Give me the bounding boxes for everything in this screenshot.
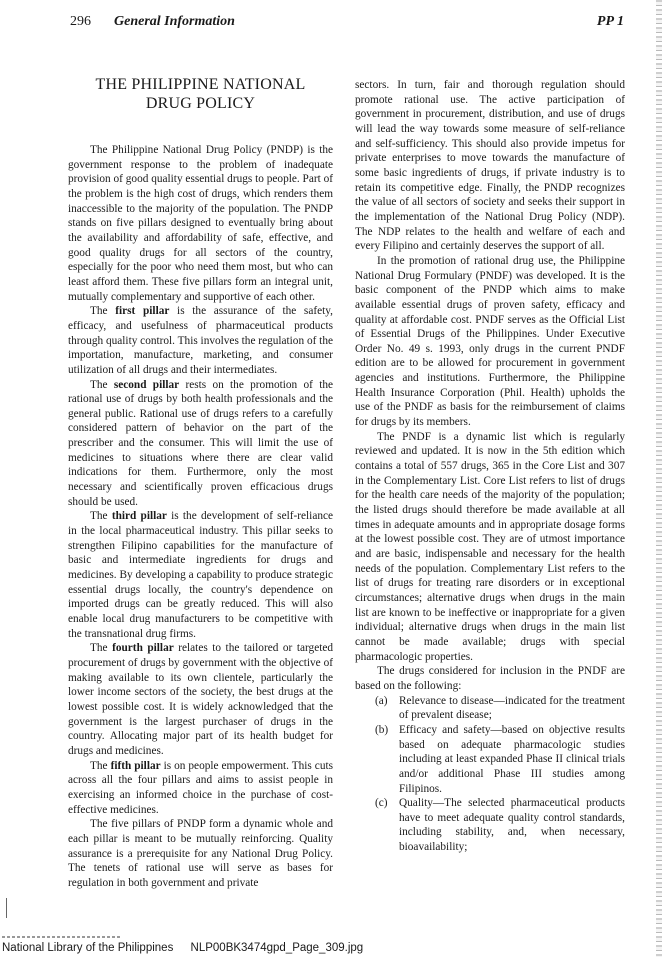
pndf-dynamic-paragraph: The PNDF is a dynamic list which is regularly reviewed and updated. It is now in the 5th edition which contains a total of 557 drugs, 365 in the Core List and 307 in the Complementary List. Core List refers to list of drugs for the health care needs of the majority of the population; the listed drugs should therefore be made available at all times in adequate amounts and in appropriate dosage forms at the lowest possible cost. They are of utmost importance and are basic, indispensable and necessary for the health needs of the population. Complementary List refers to the list of drugs for treating rare disorders or in exceptional circumstances; alternative drugs when drugs in the main list are known to be ineffective or inappropriate for a given individual; alternative drugs when drugs in the main list cannot be made available; drugs with special pharmacologic properties.: [355, 430, 625, 663]
running-header: [70, 14, 634, 36]
scan-edge: [656, 0, 662, 957]
pillar-5-paragraph: The fifth pillar is on people empowerment. This cuts across all the four pillars and aims to assist people in exercising an informed choice in the purchase of cost-effective medicines.: [68, 759, 333, 816]
margin-mark: [6, 898, 7, 918]
criteria-item: (a) Relevance to disease—indicated for the treatment of prevalent disease;: [375, 694, 625, 722]
pillar-3-term: third pillar: [111, 510, 167, 523]
continuation-paragraph: sectors. In turn, fair and thorough regulation should promote rational use. The active participation of government in procurement, distribution, and use of drugs will lead the way towards some measure of self-reliance and self-sufficiency. This should also provide impetus for private enterprises to move towards the manufacture of some basic ingredients of drugs, if private industry is to retain its competitive edge. Finally, the PNDP recognizes the value of all sectors of society and seeks their support in the implementation of the National Drug Policy (NDP). The NDP relates to the health and welfare of each and every Filipino and certainly deserves the support of all.: [355, 79, 625, 253]
criteria-intro: The drugs considered for inclusion in the PNDF are based on the following:: [355, 665, 625, 692]
title-line-1: THE PHILIPPINE NATIONAL: [95, 76, 306, 93]
section-code: PP 1: [596, 14, 624, 29]
pillar-1-term: first pillar: [115, 305, 170, 318]
criteria-item: (c) Quality—The selected pharmaceutical products have to meet adequate quality control standards, including stability, and, when necessary, bioavailability;: [375, 797, 625, 854]
page-number: 296: [70, 14, 91, 29]
section-title: General Information: [114, 14, 235, 29]
right-column: [355, 78, 625, 855]
article-title: [68, 75, 333, 113]
scan-footer: [2, 942, 363, 954]
pillars-whole-paragraph: The five pillars of PNDP form a dynamic whole and each pillar is meant to be mutually reinforcing. Quality assurance is a prerequisite for any National Drug Policy. The tenets of rational use will serve as bases for regulation in both government and private: [68, 818, 333, 889]
intro-paragraph: The Philippine National Drug Policy (PNDP) is the government response to the problem of inadequate provision of good quality essential drugs to people. Part of the problem is the high cost of drugs, which renders them inaccessible to the majority of the population. The PNDP stands on five pillars designed to eventually bring about the availability and affordability of safe, effective, and good quality drugs for all sectors of the country, especially for the poor who need them most, but who can least afford them. These five pillars form an integral unit, mutually complementary and supportive of each other.: [68, 144, 333, 303]
pillar-2-paragraph: The second pillar rests on the promotion of the rational use of drugs by both health professionals and the general public. Rational use of drugs refers to a carefully considered pattern of behavior on the part of the prescriber and the consumer. This will limit the use of medicines to situations where there are clear valid indications for them. Furthermore, only the most necessary and scientifically proven efficacious drugs should be used.: [68, 378, 333, 508]
pillar-2-term: second pillar: [113, 378, 180, 391]
pillar-4-paragraph: The fourth pillar relates to the tailored or targeted procurement of drugs by government with the objective of making available to its own clientele, particularly the lower income sectors of the society, the best drugs at the lowest possible cost. It is widely acknowledged that the government is the largest purchaser of drugs in the country. Allocating major part of its health budget for drugs and medicines.: [68, 642, 334, 757]
pillar-1-paragraph: The first pillar is the assurance of the safety, efficacy, and usefulness of pharmaceutical products through quality control. This involves the regulation of the importation, manufacture, marketing, and consumer utilization of all drugs and their intermediates.: [68, 305, 333, 376]
pillar-3-paragraph: The third pillar is the development of self-reliance in the local pharmaceutical industry. This pillar seeks to strengthen Filipino capabilities for the manufacture of basic and intermediate ingredients for drugs and medicines. By developing a capability to produce strategic essential drugs locally, the country's dependence on imported drugs can be greatly reduced. This will also enable local drug manufacturers to be competitive with the transnational drug firms.: [68, 510, 334, 640]
criteria-list: [355, 694, 625, 855]
title-line-2: DRUG POLICY: [145, 95, 256, 112]
footer-library: National Library of the Philippines: [2, 942, 174, 954]
scan-noise-line: [2, 936, 122, 938]
pillar-5-term: fifth pillar: [110, 759, 161, 772]
left-column: [68, 75, 333, 890]
pndf-intro-paragraph: In the promotion of rational drug use, the Philippine National Drug Formulary (PNDF) was developed. It is the basic component of the PNDP which aims to make available essential drugs of proven safety, efficacy and quality at affordable cost. PNDF serves as the Official List of Essential Drugs of the Philippines. Under Executive Order No. 49 s. 1993, only drugs in the current PNDF edition are to be allowed for procurement in government agencies and institutions. Furthermore, the Philippine Health Insurance Corporation (Phil. Health) upholds the use of the PNDF as basis for the reimbursement of claims for drugs by its members.: [355, 254, 625, 429]
footer-filename: NLP00BK3474gpd_Page_309.jpg: [190, 942, 364, 954]
criteria-item: (b) Efficacy and safety—based on objective results based on adequate pharmacologic studies including at least expanded Phase II clinical trials and/or additional Phase III studies among Filipinos.: [375, 723, 625, 795]
pillar-4-term: fourth pillar: [112, 642, 174, 655]
